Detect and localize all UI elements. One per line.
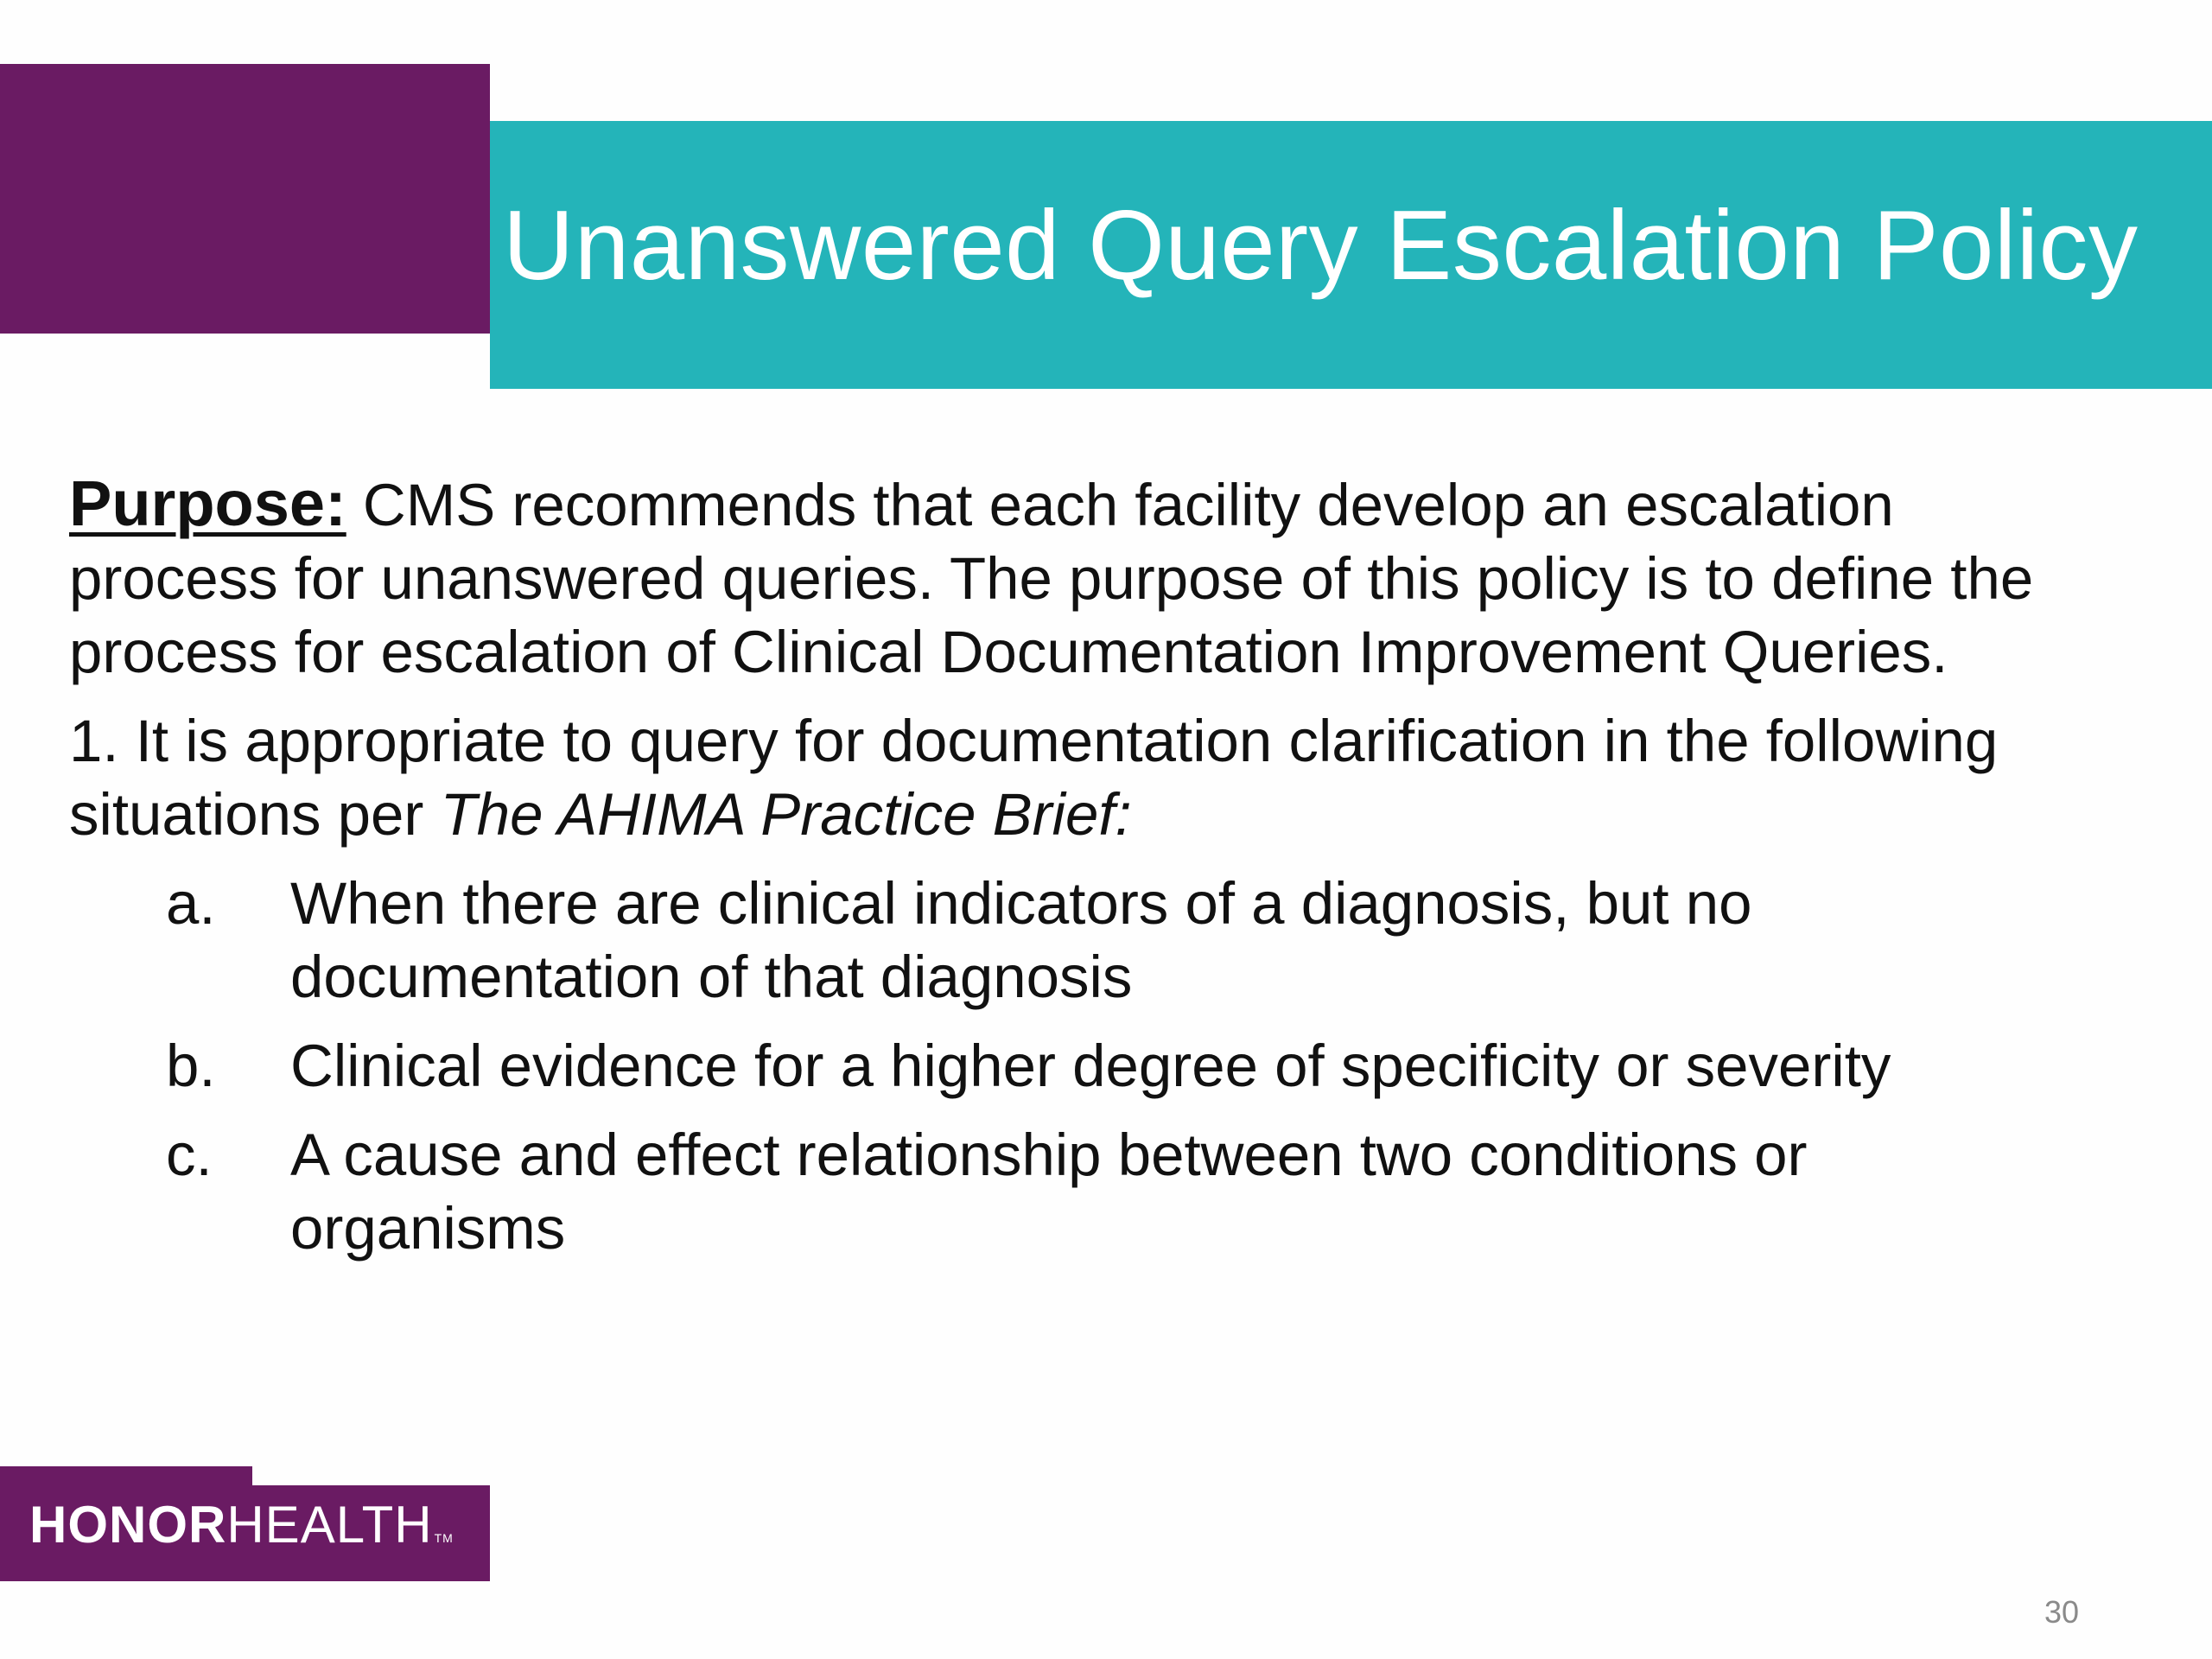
list-item-1-text: It is appropriate to query for documentation clarification in the following situations per <box>69 708 1999 848</box>
sub-item-b-text: Clinical evidence for a higher degree of specificity or severity <box>290 1033 1891 1099</box>
sub-item-a-marker: a. <box>166 870 216 937</box>
logo-wordmark-light: HEALTH <box>226 1496 433 1554</box>
purpose-paragraph <box>69 467 2082 689</box>
logo-wordmark-bold: HONOR <box>29 1496 227 1554</box>
logo-trademark: TM <box>434 1531 454 1545</box>
sub-list <box>69 867 2082 1265</box>
page-number: 30 <box>2044 1594 2079 1630</box>
logo-wordmark <box>29 1496 454 1554</box>
sub-item-b-marker: b. <box>166 1033 216 1099</box>
sub-item-a-text: When there are clinical indicators of a diagnosis, but no documentation of that diagnosis <box>290 870 1752 1010</box>
sub-item-c-text: A cause and effect relationship between two conditions or organisms <box>290 1122 1808 1262</box>
list-item-1-number: 1. <box>69 708 119 774</box>
sub-item-c <box>69 1118 2082 1265</box>
list-item-1-citation: The AHIMA Practice Brief: <box>440 781 1132 848</box>
slide-body <box>69 467 2082 1281</box>
slide-title: Unanswered Query Escalation Policy <box>503 191 2139 301</box>
sub-item-b <box>69 1029 2082 1103</box>
purpose-label: Purpose: <box>69 467 346 539</box>
purpose-text: CMS recommends that each facility develop an escalation process for unanswered queries. The purpose of this policy is to define the process for escalation of Clinical Documentation Improvement Queries. <box>69 472 2034 685</box>
honorhealth-logo <box>0 1466 490 1581</box>
purple-accent-block <box>0 64 490 334</box>
sub-item-c-marker: c. <box>166 1122 213 1188</box>
sub-item-a <box>69 867 2082 1014</box>
list-item-1 <box>69 704 2082 851</box>
